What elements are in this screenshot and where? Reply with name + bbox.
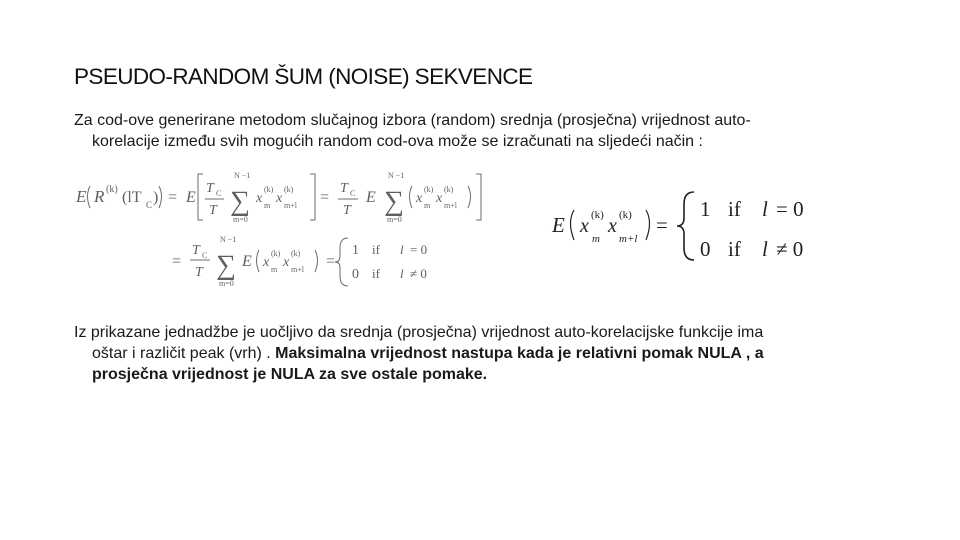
svg-text:= 0: = 0 [410,242,428,257]
svg-text:l: l [400,242,404,257]
conclusion-line-3: prosječna vrijednost je NULA za sve ostale pomake. [92,366,488,383]
svg-text:m+l: m+l [291,265,304,274]
svg-text:(k): (k) [271,249,281,258]
conclusion-line-2-bold: Maksimalna vrijednost nastupa kada je relativni pomak NULA , a [275,345,764,362]
svg-text:): ) [153,189,159,206]
svg-text:(k): (k) [106,184,118,195]
svg-text:= 0: = 0 [776,197,804,221]
svg-text:l: l [762,197,768,221]
svg-text:≠ 0: ≠ 0 [410,266,427,281]
conclusion-line-2 [74,343,884,364]
svg-text:x: x [580,215,589,237]
slide-title: PSEUDO-RANDOM ŠUM (NOISE) SEKVENCE [74,64,533,89]
svg-text:C: C [350,189,356,198]
svg-text:T: T [340,181,348,196]
svg-text:=: = [168,189,178,206]
svg-text:T: T [209,203,217,218]
svg-text:l: l [400,266,404,281]
svg-text:T: T [192,243,200,258]
svg-text:(k): (k) [619,209,632,221]
svg-text:m: m [271,265,278,274]
svg-text:m: m [592,233,600,245]
svg-text:(k): (k) [424,185,434,194]
svg-text:C: C [202,251,208,260]
svg-text:x: x [608,215,617,237]
svg-text:C: C [146,200,153,210]
svg-text:if: if [372,242,380,257]
svg-text:m=0: m=0 [387,215,402,224]
svg-text:m: m [264,201,271,210]
svg-text:C: C [216,189,222,198]
svg-text:≠ 0: ≠ 0 [776,237,804,261]
svg-text:∑: ∑ [384,186,404,217]
svg-text:E: E [552,213,565,237]
svg-text:m=0: m=0 [219,279,234,288]
svg-text:N −1: N −1 [220,235,237,244]
svg-text:x: x [263,255,270,270]
svg-text:if: if [372,266,380,281]
svg-text:l: l [762,237,768,261]
svg-text:x: x [416,191,423,206]
svg-text:1: 1 [352,243,359,258]
svg-text:x: x [256,191,263,206]
svg-text:x: x [276,191,283,206]
svg-text:=: = [172,253,182,270]
svg-text:E: E [186,189,196,206]
intro-line-1: Za cod-ove generirane metodom slučajnog izbora (random) srednja (prosječna) vrijednost auto- [74,112,751,129]
svg-text:R: R [94,187,105,206]
svg-text:N −1: N −1 [234,171,251,180]
svg-text:0: 0 [352,267,359,282]
svg-text:x: x [436,191,443,206]
svg-text:m+l: m+l [619,233,638,245]
svg-text:m+l: m+l [284,201,297,210]
expectation-equation-image [548,184,848,268]
svg-text:m: m [424,201,431,210]
svg-text:if: if [728,237,741,261]
svg-text:∑: ∑ [216,250,236,281]
svg-text:=: = [326,253,336,270]
svg-text:1: 1 [700,197,711,221]
svg-text:E: E [76,187,87,206]
svg-text:=: = [656,213,668,237]
conclusion-line-2-normal: oštar i različit peak (vrh) . [92,345,276,362]
svg-text:0: 0 [700,237,711,261]
svg-text:(k): (k) [291,249,301,258]
intro-paragraph [74,110,884,152]
svg-text:∑: ∑ [230,186,250,217]
svg-text:T: T [206,181,214,196]
svg-text:=: = [320,189,330,206]
svg-text:N −1: N −1 [388,171,405,180]
conclusion-paragraph [74,322,884,385]
svg-text:if: if [728,197,741,221]
svg-text:m+l: m+l [444,201,457,210]
svg-text:(lT: (lT [122,189,142,206]
svg-text:E: E [366,189,376,206]
svg-text:E: E [242,253,252,270]
svg-text:T: T [343,203,351,218]
svg-text:(k): (k) [284,185,294,194]
svg-text:(k): (k) [444,185,454,194]
intro-line-2: korelacije između svih mogućih random cod-ova može se izračunati na sljedeći način : [92,133,703,150]
svg-text:x: x [283,255,290,270]
svg-text:m=0: m=0 [233,215,248,224]
svg-text:(k): (k) [591,209,604,221]
svg-text:(k): (k) [264,185,274,194]
autocorrelation-equation-image [70,168,490,292]
svg-text:T: T [195,265,203,280]
conclusion-line-1: Iz prikazane jednadžbe je uočljivo da srednja (prosječna) vrijednost auto-korelacijske funkcije ima [74,324,764,341]
